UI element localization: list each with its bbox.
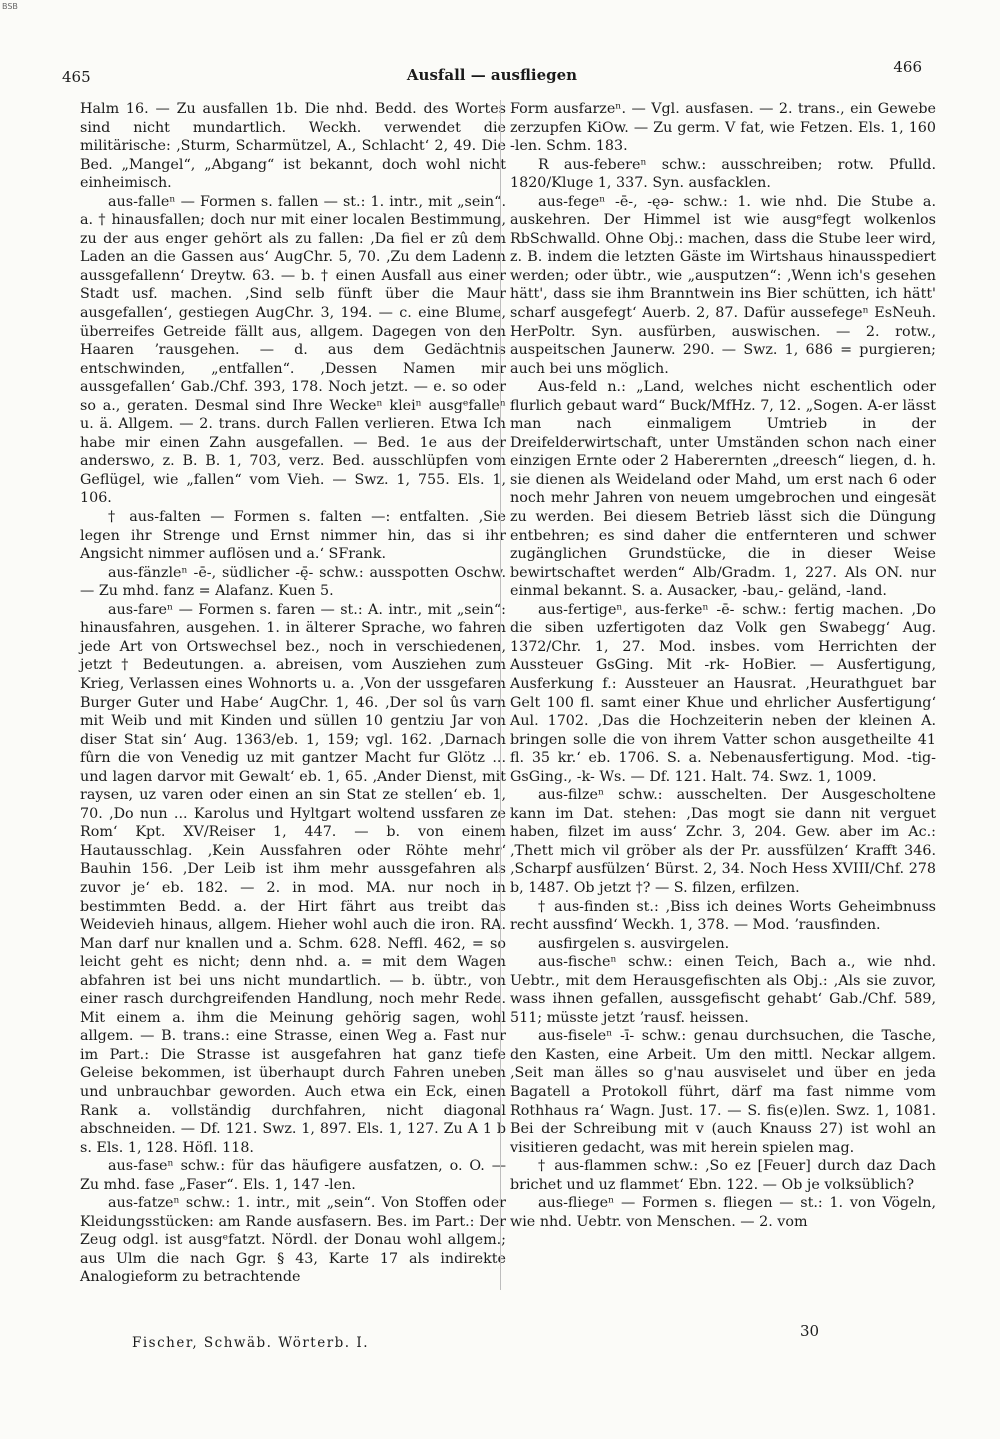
dictionary-entry: aus-filzeⁿ schw.: ausschelten. Der Ausgescholtene kann im Dat. stehen: ‚Das mogt sie dann nit verguet haben, filzet im auss‘ Zchr. 3, 204. Gew. aber im Ac.: ‚Thett mich vil gröber als der Pr. aussfülzen‘ Krafft 346. ‚Scharpf ausfülzen‘ Bürst. 2, 34. Noch Hess XVIII/Chf. 278 b, 1487. Ob jetzt †? — S. filzen, erfilzen. <box>510 787 936 896</box>
dictionary-entry: aus-fareⁿ — Formen s. faren — st.: A. intr., mit „sein“: hinausfahren, ausgehen. 1. in älterer Sprache, wo fahren jede Art von Ortswechsel bez., noch in verschiedenen, jetzt † Bedeutungen. a. abreisen, vom Ausziehen zum Krieg, Verlassen eines Wohnorts u. a. ‚Von der ussgefaren Burger Guter und Habe‘ AugChr. 1, 46. ‚Der sol ûs varn mit Weib und mit Kinden und süllen 10 gentziu Jar von diser Stat sin‘ Aug. 1363/eb. 1, 159; vgl. 162. ‚Darnach fûrn die von Venedig uz mit gantzer Macht fur Glötz ... und lagen darvor mit Gewalt‘ eb. 1, 65. ‚Ander Dienst, mit raysen, uz varen oder einen an sin Stat ze stellen‘ eb. 1, 70. ‚Do nun ... Karolus und Hyltgart woltend ussfaren ze Rom‘ Kpt. XV/Reiser 1, 447. — b. von einem Hautausschlag. ‚Kein Aussfahren oder Röhte mehr‘ Bauhin 156. ‚Der Leib ist ihm mehr aussgefahren als zuvor je‘ eb. 182. — 2. in mod. MA. nur noch in bestimmten Bedd. a. der Hirt fährt aus treibt das Weidevieh hinaus, allgem. Hieher wohl auch die iron. RA. Man darf nur knallen und a. Schm. 628. Neffl. 462, = so leicht geht es nicht; denn nhd. a. = mit dem Wagen abfahren ist bei uns nicht mundartlich. — b. übtr., von einer rasch durchgreifenden Handlung, noch mehr Rede. Mit einem a. ihm die Meinung gehörig sagen, wohl allgem. — B. trans.: eine Strasse, einen Weg a. Fast nur im Part.: Die Strasse ist ausgefahren hat ganz tiefe Geleise bekommen, ist überhaupt durch Fahren uneben und unbrauchbar geworden. Auch etwa ein Eck, einen Rank a. vollständig durchfahren, nicht diagonal abschneiden. — Df. 121. Swz. 1, 897. Els. 1, 127. Zu A 1 b s. Els. 1, 128. Höfl. 118. <box>80 601 506 1156</box>
left-page-number: 465 <box>62 68 91 86</box>
dictionary-entry: aus-falleⁿ — Formen s. fallen — st.: 1. intr., mit „sein“. a. † hinausfallen; doch nur mit einer localen Bestimmung, zu der aus enger gehört als zu fallen: ‚Da fiel er zû dem Laden an die Gassen aus‘ AugChr. 5, 70. ‚Zu dem Ladenn aussgefallenn‘ Dreytw. 63. — b. † einen Ausfall aus einer Stadt usf. machen. ‚Sind selb fünft über die Maur ausgefallen‘, gestiegen AugChr. 3, 194. — c. eine Blume, überreifes Getreide fällt aus, allgem. Dagegen von den Haaren ʼrausgehen. — d. aus dem Gedächtnis entschwinden, „entfallen“. ‚Dessen Namen mir aussgefallen‘ Gab./Chf. 393, 178. Noch jetzt. — e. so oder so a., geraten. Desmal sind Ihre Weckeⁿ kleiⁿ ausgᵉfalleⁿ u. ä. Allgem. — 2. trans. durch Fallen verlieren. Etwa Ich habe mir einen Zahn ausgefallen. — Bed. 1e aus der anderswo, z. B. B. 1, 703, verz. Bed. ausschlüpfen vom Geflügel, wie „fallen“ vom Vieh. — Swz. 1, 755. Els. 1, 106. <box>80 193 506 507</box>
dictionary-entry: Aus-feld n.: „Land, welches nicht eschentlich oder flurlich gebaut ward“ Buck/MfHz. 7, 12. „Sogen. A-er lässt man nach einmaligem Umtrieb in der Dreifelderwirtschaft, unter Umständen schon nach einer einzigen Ernte oder 2 Haberernten „dreesch“ liegen, d. h. sie dienen als Weideland oder Mahd, um erst nach 6 oder noch mehr Jahren von neuem umgebrochen und eingesät zu werden. Bei diesem Betrieb lässt sich die Düngung entbehren; es sind daher die entfernteren und schwer zugänglichen Grundstücke, die in dieser Weise bewirtschaftet werden“ Alb/Gradm. 1, 227. Als ON. nur einmal bekannt. S. a. Ausacker, -bau,- geländ, -land. <box>510 379 936 600</box>
footer-author-line: Fischer, Schwäb. Wörterb. I. <box>132 1335 369 1351</box>
right-column <box>510 100 936 1231</box>
dictionary-entry: aus-fänzleⁿ -ē-, südlicher -ę̄- schw.: ausspotten Oschw. — Zu mhd. fanz = Alafanz. Kuen 5. <box>80 564 506 600</box>
dictionary-entry: Halm 16. — Zu ausfallen 1b. Die nhd. Bedd. des Wortes sind nicht mundartlich. Weckh. verwendet die militärische: ‚Sturm, Scharmützel, A., Schlacht‘ 2, 49. Die Bed. „Mangel“, „Abgang“ ist bekannt, doch wohl nicht einheimisch. <box>80 101 506 192</box>
dictionary-entry: aus-fatzeⁿ schw.: 1. intr., mit „sein“. Von Stoffen oder Kleidungsstücken: am Rande ausfasern. Bes. im Part.: Der Zeug odgl. ist ausgᵉfatzt. Nördl. der Donau wohl allgem.; aus Ulm die nach Ggr. § 43, Karte 17 als indirekte Analogieform zu betrachtende <box>80 1195 506 1286</box>
dictionary-entry: aus-fliegeⁿ — Formen s. fliegen — st.: 1. von Vögeln, wie nhd. Uebtr. von Menschen. — 2. vom <box>510 1195 936 1230</box>
dictionary-entry: Form ausfarzeⁿ. — Vgl. ausfasen. — 2. trans., ein Gewebe zerzupfen KiOw. — Zu germ. V fat, wie Fetzen. Els. 1, 160 -len. Schm. 183. <box>510 101 936 155</box>
dictionary-entry: aus-fegeⁿ -ē-, -ęə- schw.: 1. wie nhd. Die Stube a. auskehren. Der Himmel ist wie ausgᵉfegt wolkenlos RbSchwalld. Ohne Obj.: machen, dass die Stube leer wird, z. B. indem die letzten Gäste im Wirtshaus hinausspediert werden; oder übtr., wie „ausputzen“: ‚Wenn ich's gesehen hätt', dass sie ihm Branntwein ins Bier schütten, ich hätt' scharf ausgefegt‘ Auerb. 2, 87. Dafür aussefegeⁿ EsNeuh. HerPoltr. Syn. ausfürben, auswischen. — 2. rotw., auspeitschen Jaunerw. 290. — Swz. 1, 686 = purgieren; auch bei uns möglich. <box>510 193 936 377</box>
dictionary-entry: aus-fischeⁿ schw.: einen Teich, Bach a., wie nhd. Uebtr., mit dem Herausgefischten als Obj.: ‚Als sie zuvor, wass ihnen gefallen, aussgefischt gehabt‘ Gab./Chf. 589, 511; müsste jetzt ʼrausf. heissen. <box>510 954 936 1026</box>
dictionary-entry: aus-fertigeⁿ, aus-ferkeⁿ -ē- schw.: fertig machen. ‚Do die siben uzfertigoten daz Volk gen Swabegg‘ Aug. 1372/Chr. 1, 27. Mod. insbes. vom Herrichten der Aussteuer GsGing. Mit -rk- HoBier. — Ausfertigung, Ausferkung f.: Aussteuer an Hausrat. ‚Heurathguet bar Gelt 100 fl. samt einer Khue und ehrlicher Ausfertigung‘ Aul. 1702. ‚Das die Hochzeiterin neben der kleinen A. bringen solle die von ihrem Vatter schon ausgetheilte 41 fl. 35 kr.‘ eb. 1706. S. a. Nebenausfertigung. Mod. -tig- GsGing., -k- Ws. — Df. 121. Halt. 74. Swz. 1, 1009. <box>510 601 936 785</box>
dictionary-entry: † aus-finden st.: ‚Biss ich deines Worts Geheimbnuss recht aussfind‘ Weckh. 1, 378. — Mod. ʼrausfinden. <box>510 898 936 934</box>
dictionary-entry: † aus-flammen schw.: ‚So ez [Feuer] durch daz Dach brichet und uz flammet‘ Ebn. 122. — Ob je volksüblich? <box>510 1158 936 1193</box>
page-header <box>62 58 922 92</box>
right-page-number: 466 <box>893 58 922 76</box>
running-title: Ausfall — ausfliegen <box>406 66 578 84</box>
sheet-signature: 30 <box>800 1322 820 1340</box>
left-column <box>80 100 506 1287</box>
dictionary-entry: R aus-febereⁿ schw.: ausschreiben; rotw. Pfulld. 1820/Kluge 1, 337. Syn. ausfacklen. <box>510 156 936 192</box>
dictionary-entry: aus-fiseleⁿ -ī- schw.: genau durchsuchen, die Tasche, den Kasten, eine Arbeit. Um den mittl. Neckar allgem. ‚Seit man älles so g'nau ausviselet und über en jeda Bagatell a Protokoll führt, därf ma fast nimme vom Rothhaus ra‘ Wagn. Just. 17. — S. fis(e)len. Swz. 1, 1081. Bei der Schreibung mit v (auch Knauss 27) ist wohl an visitieren gedacht, was mit herein spielen mag. <box>510 1028 936 1156</box>
library-stamp: BSB <box>2 2 18 11</box>
dictionary-entry: † aus-falten — Formen s. falten —: entfalten. ‚Sie legen ihr Strenge und Ernst nimmer hin, das si ihr Angsicht nimmer auflösen und a.‘ SFrank. <box>80 509 506 563</box>
dictionary-entry: aus-faseⁿ schw.: für das häufigere ausfatzen, o. O. — Zu mhd. fase „Faser“. Els. 1, 147 -len. <box>80 1158 506 1193</box>
dictionary-entry: ausfirgelen s. ausvirgelen. <box>538 935 730 952</box>
column-divider <box>500 100 501 1290</box>
